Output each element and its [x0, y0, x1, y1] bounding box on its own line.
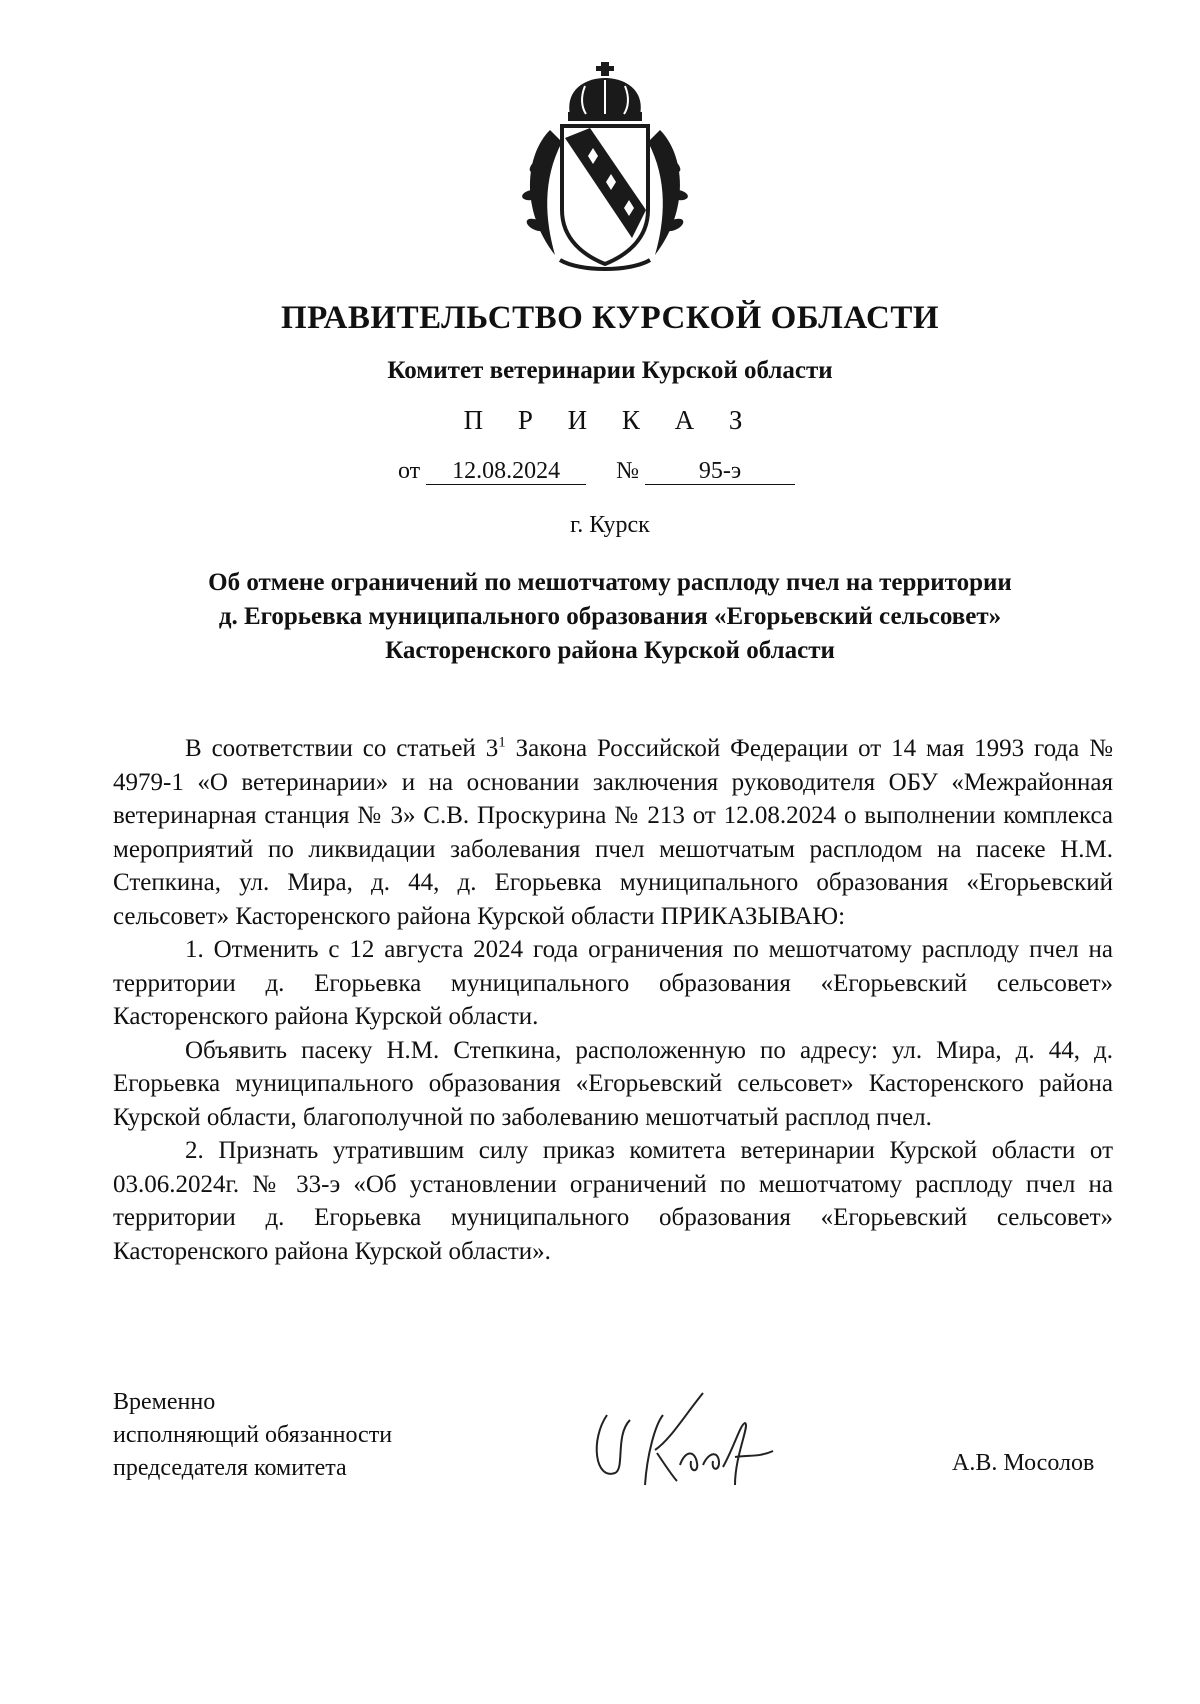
body-paragraph-2: 1. Отменить с 12 августа 2024 года ограничения по мешотчатому расплоду пчел на территории д. Егорьевка муниципального образования «Егорьевский сельсовет» Касторенского района Курской области. — [113, 936, 1113, 1030]
order-subject — [140, 566, 1080, 668]
position-line-3: председателя комитета — [113, 1455, 347, 1481]
position-line-2: исполняющий обязанности — [113, 1422, 393, 1448]
number-prefix: № — [616, 458, 640, 484]
body-paragraph-4: 2. Признать утратившим силу приказ комитета ветеринарии Курской области от 03.06.2024г. № 33-э «Об установлении ограничений по мешотчатому расплоду пчел на территории д. Егорьевка муниципального образования «Егорьевский сельсовет» Касторенского района Курской области». — [113, 1137, 1113, 1265]
handwritten-signature-icon — [585, 1385, 805, 1495]
city: г. Курск — [570, 512, 650, 538]
signatory-name: А.В. Мосолов — [952, 1450, 1095, 1476]
subject-line-1: Об отмене ограничений по мешотчатому расплоду пчел на территории — [208, 569, 1012, 596]
subject-line-3: Касторенского района Курской области — [385, 637, 835, 664]
kursk-coat-of-arms-icon — [510, 60, 700, 280]
body-paragraph-3: Объявить пасеку Н.М. Степкина, расположенную по адресу: ул. Мира, д. 44, д. Егорьевка муниципального образования «Егорьевский сельсовет» Касторенского района Курской области, благополучной по заболеванию мешотчатый расплод пчел. — [113, 1036, 1113, 1131]
body-paragraph-1-start: В соответствии со статьей 3 — [185, 735, 499, 762]
order-number: 95-э — [645, 458, 795, 485]
signatory-position — [113, 1386, 392, 1485]
order-date: 12.08.2024 — [426, 458, 586, 485]
date-prefix: от — [398, 458, 421, 484]
committee-name: Комитет ветеринарии Курской области — [387, 357, 833, 384]
subject-line-2: д. Егорьевка муниципального образования «Егорьевский сельсовет» — [218, 603, 1002, 630]
body-paragraph-1-end: Закона Российской Федерации от 14 мая 1993 года № 4979-1 «О ветеринарии» и на основании заключения руководителя ОБУ «Межрайонная ветеринарная станция № 3» С.В. Проскурина № 213 от 12.08.2024 о выполнении комплекса мероприятий по ликвидации заболевания пчел мешотчатым расплодом на пасеке Н.М. Степкина, ул. Мира, д. 44, д. Егорьевка муниципального образования «Егорьевский сельсовет» Касторенского района Курской области ПРИКАЗЫВАЮ: — [113, 735, 1113, 930]
article-superscript: 1 — [498, 734, 506, 751]
document-type: П Р И К А З — [463, 405, 757, 435]
order-date-number-line — [398, 458, 795, 485]
position-line-1: Временно — [113, 1389, 216, 1415]
order-body — [113, 732, 1113, 1268]
body-paragraph-1 — [113, 732, 1113, 933]
government-title: ПРАВИТЕЛЬСТВО КУРСКОЙ ОБЛАСТИ — [280, 300, 940, 336]
